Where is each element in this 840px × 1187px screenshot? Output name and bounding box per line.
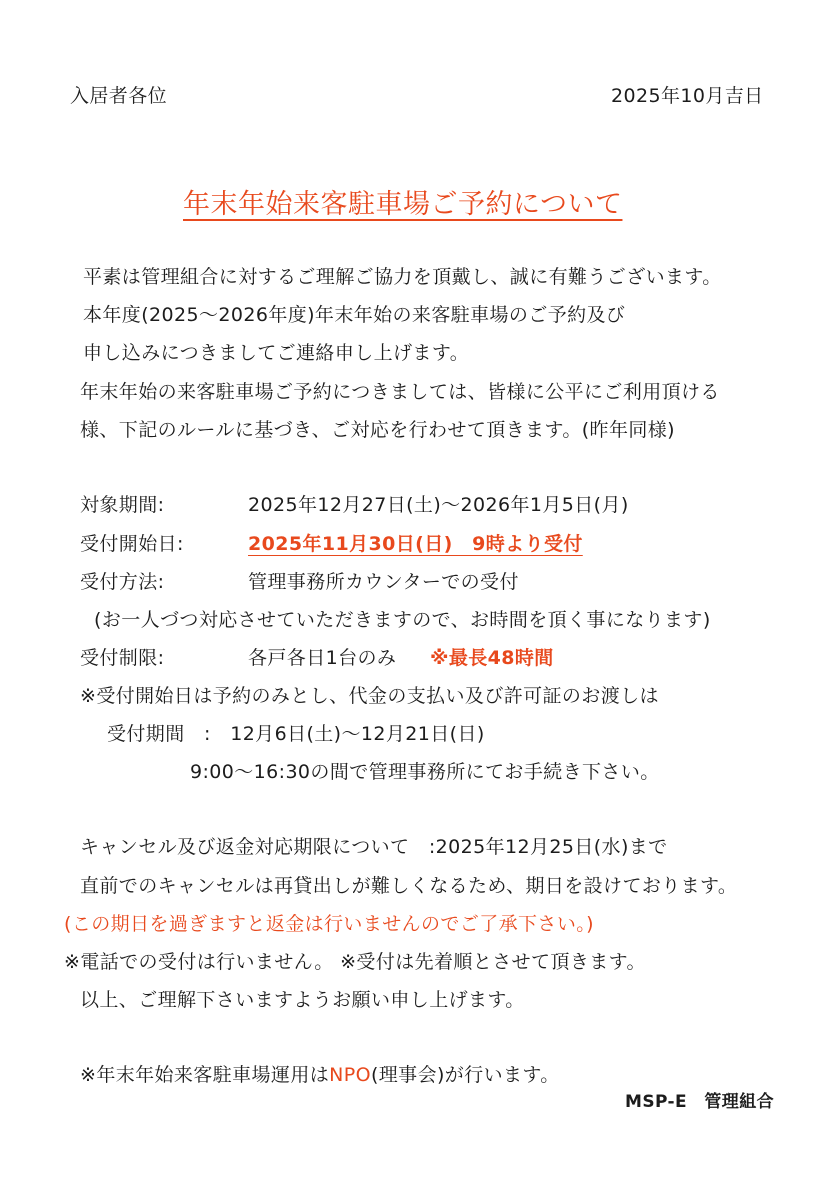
operator-note <box>80 1066 560 1085</box>
intro-line: 申し込みにつきましてご連絡申し上げます。 <box>83 342 470 364</box>
period-value: 2025年12月27日(土)～2026年1月5日(月) <box>248 494 629 516</box>
method-label: 受付方法: <box>80 571 165 593</box>
intro-line: 年末年始の来客駐車場ご予約につきましては、皆様に公平にご利用頂ける <box>80 381 720 403</box>
payment-note: ※受付開始日は予約のみとし、代金の支払い及び許可証のお渡しは <box>80 685 659 707</box>
cancel-reason: 直前でのキャンセルは再貸出しが難しくなるため、期日を設けております。 <box>80 875 738 897</box>
cancel-warning: (この期日を過ぎますと返金は行いませんのでご了承下さい。) <box>64 913 594 935</box>
date: 2025年10月吉日 <box>611 85 764 107</box>
closing-line: 以上、ご理解下さいますようお願い申し上げます。 <box>80 989 525 1011</box>
start-value: 2025年11月30日(日) 9時より受付 <box>248 533 583 555</box>
operator-suffix: (理事会)が行います。 <box>370 1064 560 1086</box>
operator-npo: NPO <box>329 1064 371 1086</box>
method-value: 管理事務所カウンターでの受付 <box>248 571 519 593</box>
start-label: 受付開始日: <box>80 533 184 555</box>
addressee: 入居者各位 <box>70 85 168 107</box>
organization-name: MSP-E 管理組合 <box>625 1092 774 1112</box>
limit-value: 各戸各日1台のみ <box>248 647 397 669</box>
limit-label: 受付制限: <box>80 647 165 669</box>
period-label: 対象期間: <box>80 494 165 516</box>
page-title: 年末年始来客駐車場ご予約について <box>183 189 623 220</box>
intro-line: 様、下記のルールに基づき、ご対応を行わせて頂きます。(昨年同様) <box>80 419 675 441</box>
payment-time: 9:00～16:30の間で管理事務所にてお手続き下さい。 <box>190 761 660 783</box>
intro-line: 本年度(2025～2026年度)年末年始の来客駐車場のご予約及び <box>83 304 626 326</box>
method-note: (お一人づつ対応させていただきますので、お時間を頂く事になります) <box>94 609 711 631</box>
operator-prefix: ※年末年始来客駐車場運用は <box>80 1064 330 1086</box>
phone-note: ※電話での受付は行いません。 ※受付は先着順とさせて頂きます。 <box>64 951 646 973</box>
intro-line: 平素は管理組合に対するご理解ご協力を頂戴し、誠に有難うございます。 <box>83 266 722 288</box>
limit-note: ※最長48時間 <box>430 647 554 669</box>
payment-period: 受付期間 : 12月6日(土)～12月21日(日) <box>107 723 485 745</box>
cancel-deadline: キャンセル及び返金対応期限について :2025年12月25日(水)まで <box>80 836 668 858</box>
